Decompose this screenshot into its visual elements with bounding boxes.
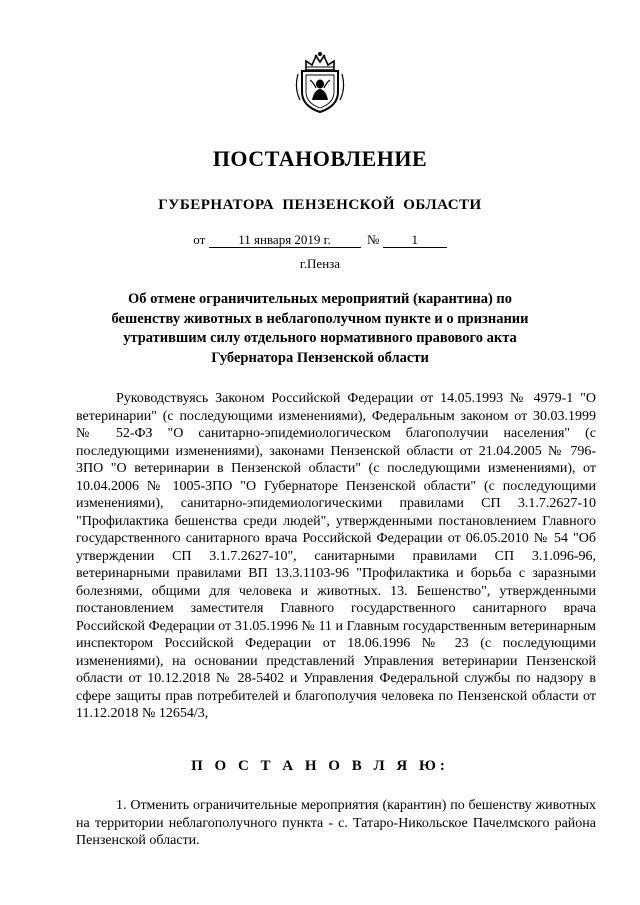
document-heading: Об отмене ограничительных мероприятий (карантина) по бешенству животных в неблагополучном пункте и о признании утратившим силу отдельного нормативного правового акта Губернатора Пензенской области [111, 291, 529, 366]
document-date: 11 января 2019 г. [209, 233, 361, 248]
issuing-authority: ГУБЕРНАТОРА ПЕНЗЕНСКОЙ ОБЛАСТИ [158, 197, 482, 213]
decree-item-1: 1. Отменить ограничительные мероприятия (карантин) по бешенству животных на территории неблагополучного пункта - с. Татаро-Никольское Пачелмского района Пензенской области. [76, 798, 596, 848]
document-number: 1 [383, 233, 447, 248]
decree-word: П О С Т А Н О В Л Я Ю: [191, 758, 449, 774]
coat-of-arms-icon [294, 50, 346, 114]
preamble-block [76, 390, 596, 723]
preamble-paragraph: Руководствуясь Законом Российской Федерации от 14.05.1993 № 4979-1 "О ветеринарии" (с последующими изменениями), Федеральным законом от 30.03.1999 № 52-ФЗ "О санитарно-эпидемиологическом благополучии населения" (с последующими изменениями), законами Пензенской области от 21.04.2005 № 796-ЗПО "О ветеринарии в Пензенской области" (с последующими изменениями), от 10.04.2006 № 1005-ЗПО "О Губернаторе Пензенской области" (с последующими изменениями), санитарно-эпидемиологическими правилами СП 3.1.7.2627-10 "Профилактика бешенства среди людей", утвержденными постановлением Главного государственного санитарного врача Российской Федерации от 06.05.2010 № 54 "Об утверждении СП 3.1.7.2627-10", санитарными правилами СП 3.1.096-96, ветеринарными правилами ВП 13.3.1103-96 "Профилактика и борьба с заразными болезнями, общими для человека и животных. 13. Бешенство", утвержденными постановлением заместителя Главного государственного санитарного врача Российской Федерации от 31.05.1996 № 11 и Главным государственным ветеринарным инспектором Российской Федерации от 18.06.1996 № 23 (с последующими изменениями), на основании представлений Управления ветеринарии Пензенской области от 10.12.2018 № 28-5402 и Управления Федеральной службы по надзору в сфере защиты прав потребителей и благополучия человека по Пензенской области от 11.12.2018 № 12654/3, [76, 391, 596, 721]
issue-city: г.Пенза [299, 256, 341, 271]
date-prefix: от [193, 232, 206, 247]
number-prefix: № [367, 232, 380, 247]
date-number-line [0, 232, 640, 248]
decree-items [76, 797, 596, 850]
document-title: ПОСТАНОВЛЕНИЕ [212, 146, 428, 171]
